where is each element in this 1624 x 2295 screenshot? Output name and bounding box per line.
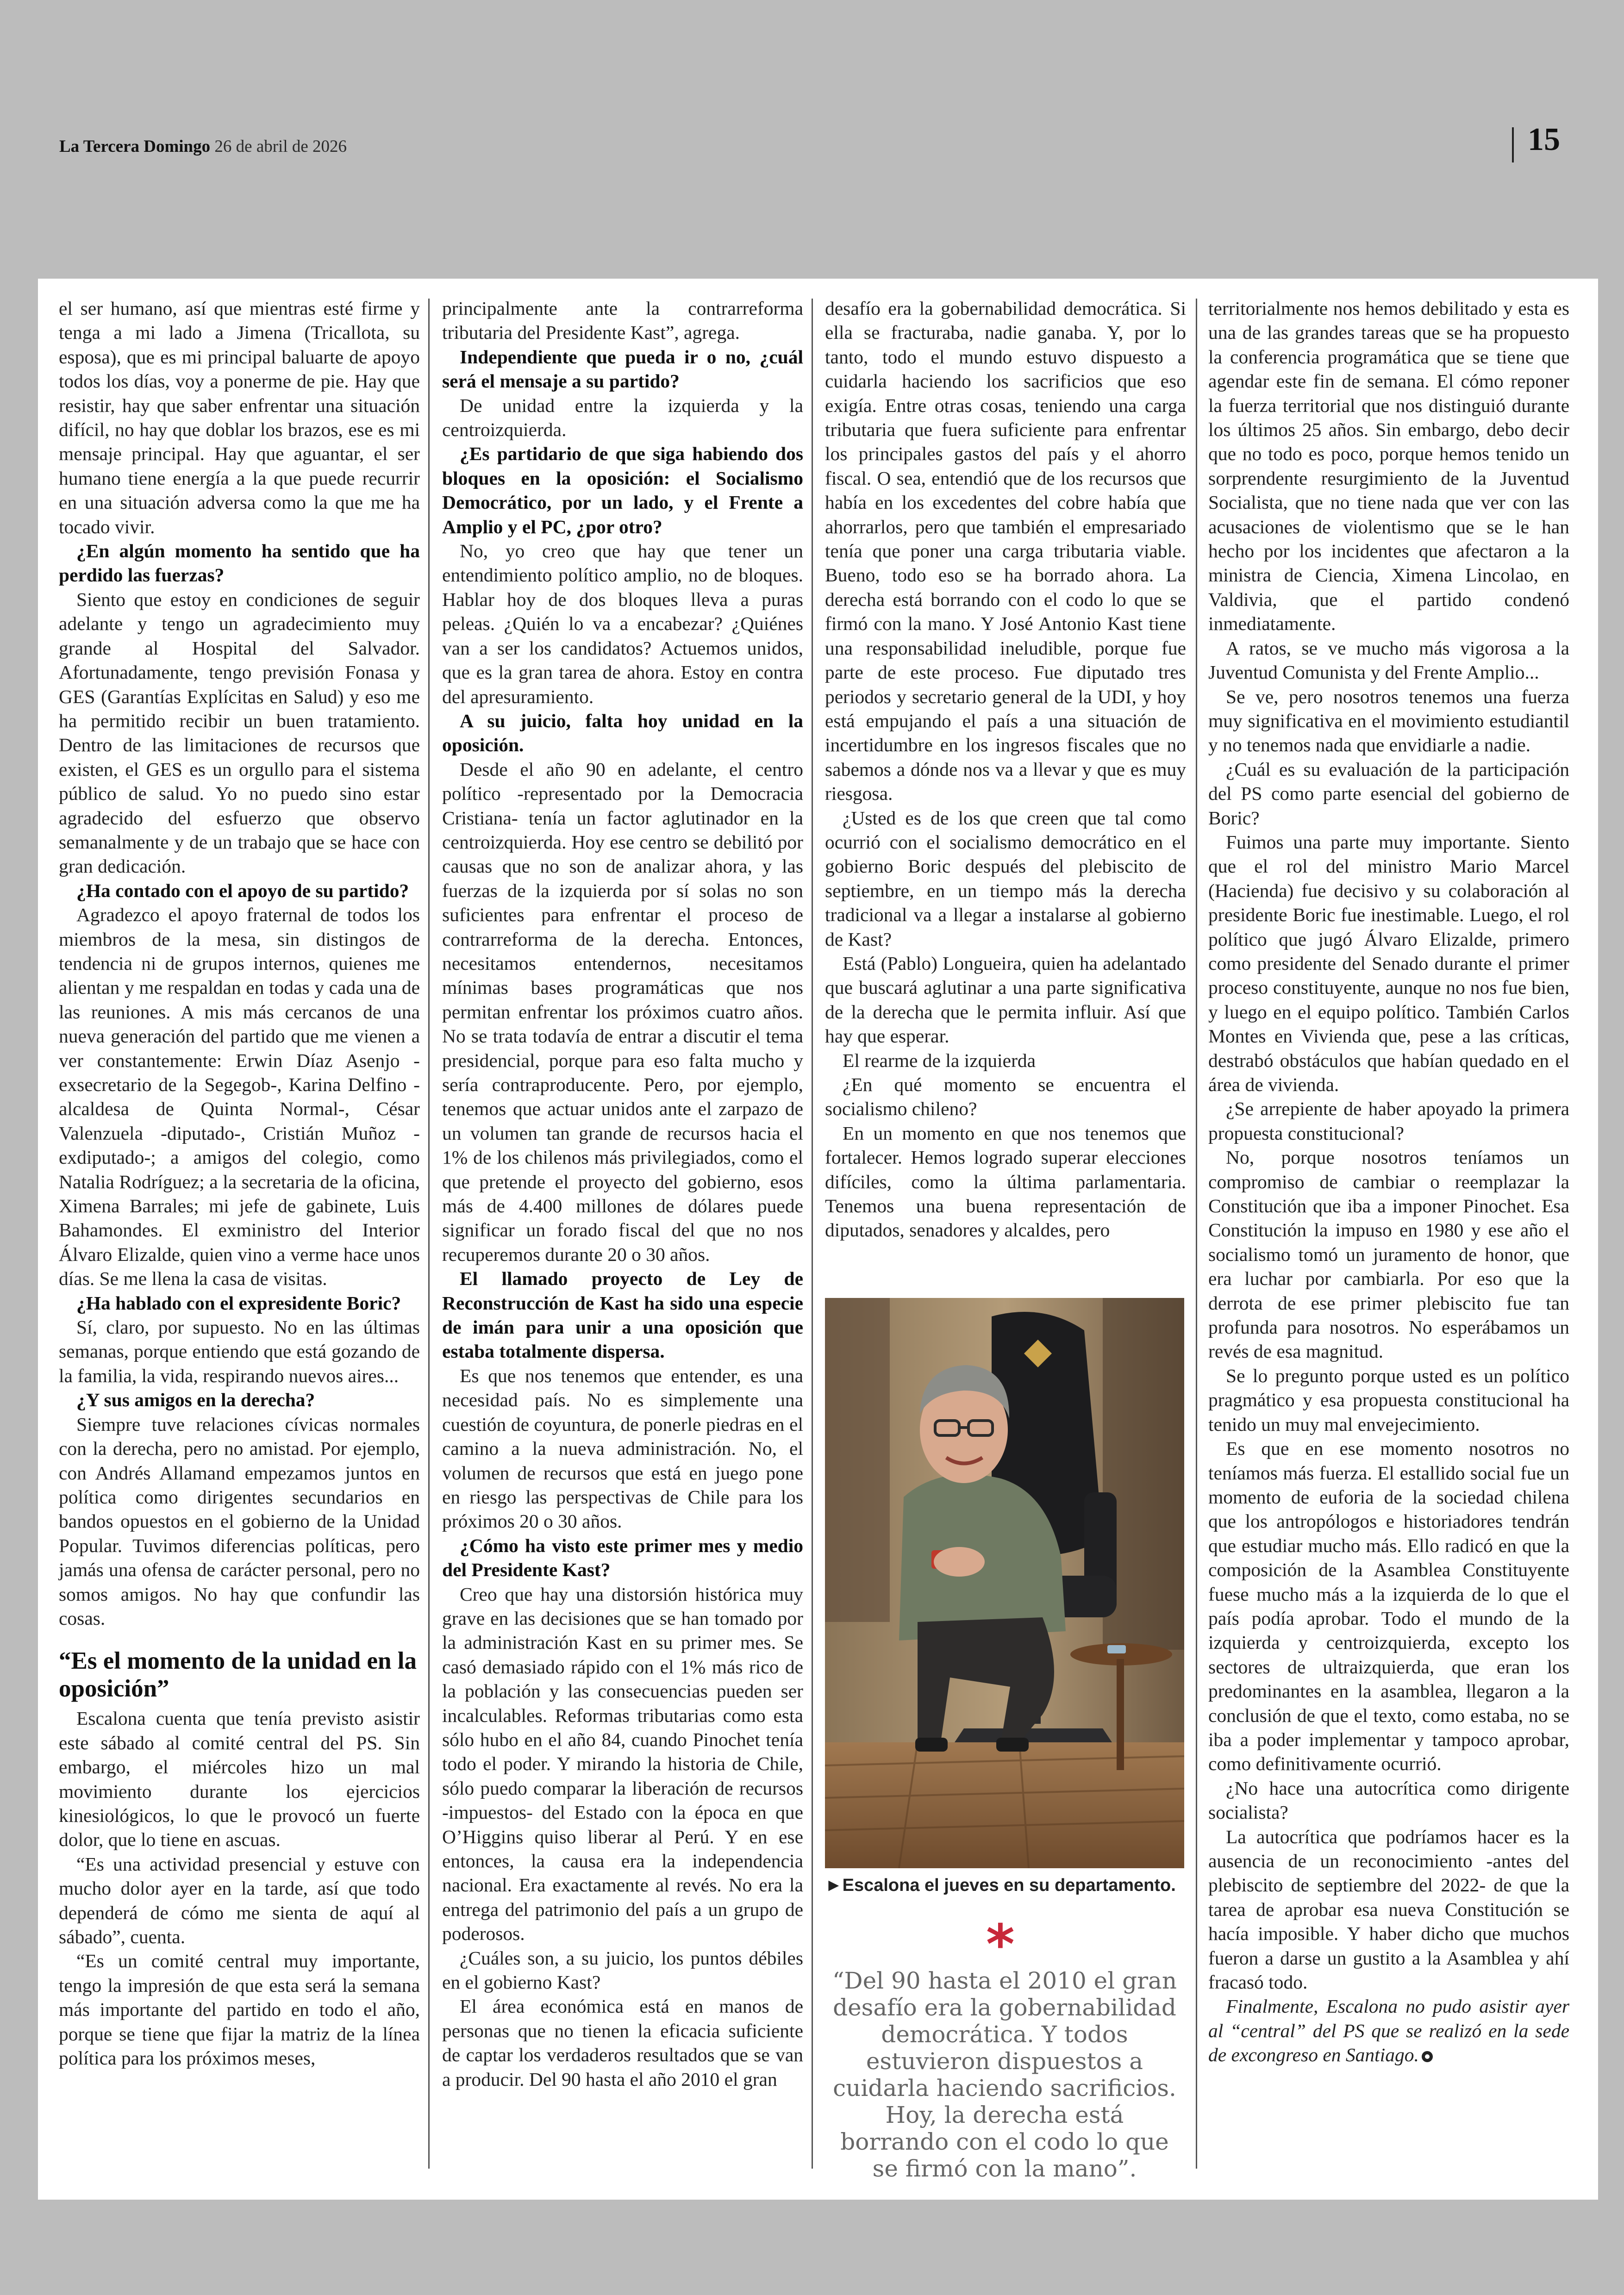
article-paragraph: ¿Usted es de los que creen que tal como ocurrió con el socialismo democrático en el gobierno Boric después del plebiscito de septiembre, en un tiempo más la derecha tradicional va a llegar a instalarse al gobierno de Kast?	[825, 807, 1186, 950]
page-number: 15	[1528, 122, 1560, 157]
article-paragraph: En un momento en que nos tenemos que fortalecer. Hemos logrado superar elecciones difíciles, como la última parlamentaria. Tenemos una buena representación de diputados, senadores y alcaldes, pero	[825, 1122, 1186, 1241]
article-paragraph: La autocrítica que podríamos hacer es la ausencia de un reconocimiento -antes del plebiscito de septiembre del 2022- de que la tarea de aprobar esa nueva Constitución se hacía imposible. Y haber dicho que muchos fueron a darse un gustito a la Asamblea y ahí fracasó todo.	[1208, 1826, 1569, 1993]
masthead	[59, 137, 347, 156]
section-heading: “Es el momento de la unidad en la oposición”	[59, 1647, 417, 1703]
article-paragraph: “Es una actividad presencial y estuve con mucho dolor ayer en la tarde, así que todo dependerá de cómo me sienta de aquí al sábado”, cuenta.	[59, 1853, 420, 1947]
article-paragraph: El rearme de la izquierda	[843, 1049, 1036, 1071]
publication-date: 26 de abril de 2026	[214, 137, 347, 156]
article-paragraph: Se lo pregunto porque usted es un político pragmático y esa propuesta constitucional ha tenido un muy mal envejecimiento.	[1208, 1365, 1569, 1435]
article-paragraph: No, porque nosotros teníamos un compromiso de cambiar o reemplazar la Constitución que iba a imponer Pinochet. Esa Constitución la impuso en 1980 y ese año el socialismo tomó un juramento de honor, que era luchar por cambiarla. Por eso que la derrota de ese primer plebiscito fue tan profunda para nosotros. No esperábamos un revés de esa magnitud.	[1208, 1147, 1569, 1362]
interview-question: ¿Ha hablado con el expresidente Boric?	[76, 1292, 401, 1314]
article-paragraph: No, yo creo que hay que tener un entendimiento político amplio, no de bloques. Hablar hoy de dos bloques lleva a puras peleas. ¿Quién lo va a encabezar? ¿Quiénes van a ser los candidatos? Actuemos unidos, que es la gran tarea de ahora. Estoy en contra del apresuramiento.	[442, 540, 803, 707]
article-paragraph: desafío era la gobernabilidad democrática. Si ella se fracturaba, nadie ganaba. Y, por lo tanto, todo el mundo estuvo dispuesto a cuidarla haciendo los sacrificios que eso exigía. Entre otras cosas, teniendo una carga tributaria que fuera suficiente para enfrentar los principales gastos del país y el ahorro fiscal. O sea, entendió que de los recursos que había en los excedentes del cobre había que ahorrarlos, pero que también el empresariado tenía que poner una carga tributaria viable. Bueno, todo eso se ha borrado ahora. La derecha está borrando con el codo lo que se firmó con la mano. Y José Antonio Kast tiene una responsabilidad ineludible, porque fue parte de este proceso. Fue diputado tres periodos y secretario general de la UDI, y hoy está empujando el país a una situación de incertidumbre en los ingresos fiscales que no sabemos a dónde nos va a llevar y que es muy riesgosa.	[825, 298, 1186, 804]
article-paragraph: De unidad entre la izquierda y la centroizquierda.	[442, 394, 803, 441]
article-paragraph: El área económica está en manos de personas que no tienen la eficacia suficiente de captar los verdaderos resultados que se van a producir. Del 90 hasta el año 2010 el gran	[442, 1996, 803, 2090]
interview-question: El llamado proyecto de Ley de Reconstrucción de Kast ha sido una especie de imán para unir a una oposición que estaba totalmente dispersa.	[442, 1268, 803, 1362]
article-paragraph: Es que en ese momento nosotros no teníamos más fuerza. El estallido social fue un momento de euforia de la sociedad chilena que los antropólogos e historiadores tendrán que estudiar mucho más. Ello radicó en que la composición de la Asamblea Constituyente fuese mucho más a la izquierda de lo que el país podía aprobar. Todo el mundo de la izquierda y centroizquierda, excepto los sectores de ultraizquierda, que eran los predominantes en la asamblea, llegaron a la conclusión de que el texto, como estaba, no se iba a poder implementar y tampoco aprobar, como definitivamente ocurrió.	[1208, 1438, 1569, 1775]
article-paragraph: “Es un comité central muy importante, tengo la impresión de que esta será la semana más importante del partido en todo el año, porque se tiene que fijar la matriz de la línea política para los próximos meses,	[59, 1950, 420, 2069]
article-column-1	[59, 296, 420, 2070]
pull-quote: “Del 90 hasta el 2010 el gran desafío era la gobernabilidad democrática. Y todos estuvieron dispuestos a cuidarla haciendo sacrificios. Hoy, la derecha está borrando con el codo lo que se firmó con la mano”.	[832, 1967, 1177, 2182]
article-paragraph: A ratos, se ve mucho más vigorosa a la Juventud Comunista y del Frente Amplio...	[1208, 637, 1569, 683]
escalona-photo	[825, 1298, 1184, 1868]
end-of-article-icon	[1422, 2051, 1433, 2062]
interview-question: ¿Cómo ha visto este primer mes y medio del Presidente Kast?	[442, 1534, 803, 1581]
article-paragraph: Sí, claro, por supuesto. No en las últimas semanas, porque entiendo que está gozando de la familia, la vida, respirando nuevos aires...	[59, 1316, 420, 1386]
interview-question: Independiente que pueda ir o no, ¿cuál será el mensaje a su partido?	[442, 346, 803, 392]
photo-illustration	[825, 1298, 1184, 1868]
article-paragraph: el ser humano, así que mientras esté firme y tenga a mi lado a Jimena (Tricallota, su esposa), que es mi principal baluarte de apoyo todos los días, voy a ponerme de pie. Hay que resistir, hay que saber enfrentar una situación difícil, no hay que doblar los brazos, ese es mi mensaje principal. Hay que aguantar, el ser humano tiene energía a la que puede recurrir en una situación adversa como la que me ha tocado vivir.	[59, 298, 420, 537]
interview-question: A su juicio, falta hoy unidad en la oposición.	[442, 710, 803, 756]
article-column-4	[1208, 296, 1569, 2067]
article-paragraph: Siempre tuve relaciones cívicas normales con la derecha, pero no amistad. Por ejemplo, con Andrés Allamand empezamos juntos en política como dirigentes secundarios en bandos opuestos en el gobierno de la Unidad Popular. Tuvimos diferencias políticas, pero jamás una ofensa de carácter personal, pero no somos amigos. No hay que confundir las cosas.	[59, 1413, 420, 1629]
interview-question: ¿Es partidario de que siga habiendo dos bloques en la oposición: el Socialismo Democrático, por un lado, y el Frente a Amplio y el PC, ¿por otro?	[442, 443, 803, 537]
publication-name: La Tercera Domingo	[59, 137, 211, 156]
article-paragraph: Fuimos una parte muy importante. Siento que el rol del ministro Mario Marcel (Hacienda) fue decisivo y su colaboración al presidente Boric fue inestimable. Luego, el rol político que jugó Álvaro Elizalde, primero como presidente del Senado durante el primer proceso constituyente, aunque no nos fue bien, y luego en el equipo político. También Carlos Montes en Vivienda que, pese a las críticas, destrabó obstáculos que habían quedado en el área de vivienda.	[1208, 831, 1569, 1095]
article-paragraph: Es que nos tenemos que entender, es una necesidad país. No es simplemente una cuestión de coyuntura, de ponerle piedras en el camino a la nueva administración. No, el volumen de recursos que está en juego pone en riesgo las perspectivas de Chile para los próximos 20 o 30 años.	[442, 1365, 803, 1532]
article-paragraph: Escalona cuenta que tenía previsto asistir este sábado al comité central del PS. Sin embargo, el miércoles hizo un mal movimiento durante los ejercicios kinesiológicos, lo que le provocó un fuerte dolor, que lo tiene en ascuas.	[59, 1708, 420, 1851]
interview-question: ¿Y sus amigos en la derecha?	[76, 1389, 315, 1411]
column-divider	[428, 299, 430, 2169]
page-number-divider	[1512, 127, 1514, 162]
article-paragraph: Se ve, pero nosotros tenemos una fuerza muy significativa en el movimiento estudiantil y no tenemos nada que envidiarle a nadie.	[1208, 686, 1569, 756]
article-paragraph: Finalmente, Escalona no pudo asistir ayer al “central” del PS que se realizó en la sede de excongreso en Santiago.	[1208, 1996, 1569, 2066]
article-column-3	[825, 296, 1186, 1242]
article-paragraph: Creo que hay una distorsión histórica muy grave en las decisiones que se han tomado por la administración Kast en su primer mes. Se casó demasiado rápido con el 1% más rico de la población y las consecuencias pueden ser incalculables. Reformas tributarias como esta sólo hubo en el año 84, cuando Pinochet tenía todo el poder. Y mirando la historia de Chile, sólo puedo comparar la liberación de recursos -impuestos- del Estado con la época en que O’Higgins quiso liberar al Perú. Y en ese entonces, la causa era la independencia nacional. Era exactamente al revés. No era la entrega del patrimonio del país a un grupo de poderosos.	[442, 1583, 803, 1945]
article-paragraph: ¿Cuáles son, a su juicio, los puntos débiles en el gobierno Kast?	[442, 1947, 803, 1993]
asterisk-icon: *	[986, 1912, 1015, 1976]
article-paragraph: ¿Se arrepiente de haber apoyado la primera propuesta constitucional?	[1208, 1098, 1569, 1144]
interview-question: ¿Ha contado con el apoyo de su partido?	[76, 879, 409, 901]
article-paragraph: ¿En qué momento se encuentra el socialismo chileno?	[825, 1074, 1186, 1120]
article-paragraph: ¿Cuál es su evaluación de la participación del PS como parte esencial del gobierno de Boric?	[1208, 758, 1569, 829]
article-paragraph: principalmente ante la contrarreforma tributaria del Presidente Kast”, agrega.	[442, 298, 803, 343]
article-paragraph: Está (Pablo) Longueira, quien ha adelantado que buscará aglutinar a una parte significativa de la derecha que le permita influir. Así que hay que esperar.	[825, 952, 1186, 1047]
photo-caption: ►Escalona el jueves en su departamento.	[825, 1876, 1176, 1895]
article-paragraph: Agradezco el apoyo fraternal de todos los miembros de la mesa, sin distingos de tendencia ni de grupos internos, quienes me alientan y me respaldan en todas y cada una de las reuniones. A mis más cercanos de una nueva generación del partido que me vienen a ver constantemente: Erwin Díaz Asenjo -exsecretario de la Segegob-, Karina Delfino -alcaldesa de Quinta Normal-, César Valenzuela -diputado-, Cristián Muñoz -exdiputado-; a amigos del colegio, como Natalia Rodríguez; a la secretaria de la oficina, Ximena Barrales; mi jefe de gabinete, Luis Bahamondes. El exministro del Interior Álvaro Elizalde, quien vino a verme hace unos días. Se me llena la casa de visitas.	[59, 904, 420, 1290]
article-column-2	[442, 296, 803, 2091]
article-paragraph: Desde el año 90 en adelante, el centro político -representado por la Democracia Cristiana- tenía un factor aglutinador en la centroizquierda. Hoy ese centro se debilitó por causas que no son de analizar ahora, y las fuerzas de la izquierda por sí solas no son suficientes para enfrentar el proceso de contrarreforma de la derecha. Entonces, necesitamos entendernos, necesitamos mínimas bases programáticas que nos permitan enfrentar los próximos cuatro años. No se trata todavía de entrar a discutir el tema presidencial, porque para eso falta mucho y sería contraproducente. Pero, por ejemplo, tenemos que actuar unidos ante el zarpazo de un volumen tan grande de recursos hacia el 1% de los chilenos más privilegiados, como el que pretende el proyecto del gobierno, esos más de 4.400 millones de dólares puede significar un forado fiscal del que no nos recuperemos durante 20 o 30 años.	[442, 758, 803, 1265]
interview-question: ¿En algún momento ha sentido que ha perdido las fuerzas?	[59, 540, 420, 586]
column-divider	[812, 299, 813, 2169]
article-paragraph: territorialmente nos hemos debilitado y esta es una de las grandes tareas que se ha propuesto la conferencia programática que se tiene que agendar este fin de semana. El cómo reponer la fuerza territorial que nos distinguió durante los últimos 25 años. Sin embargo, debo decir que no todo es poco, porque hemos tenido un sorprendente resurgimiento de la Juventud Socialista, que no tiene nada que ver con las acusaciones de violentismo que se le han hecho por los incidentes que afectaron a la ministra de Ciencia, Ximena Lincolao, en Valdivia, que el partido condenó inmediatamente.	[1208, 298, 1569, 635]
article-paragraph: ¿No hace una autocrítica como dirigente socialista?	[1208, 1777, 1569, 1823]
article-paragraph: Siento que estoy en condiciones de seguir adelante y tengo un agradecimiento muy grande al Hospital del Salvador. Afortunadamente, tengo previsión Fonasa y GES (Garantías Explícitas en Salud) y eso me ha permitido recibir un buen tratamiento. Dentro de las limitaciones de recursos que existen, el GES es un orgullo para el sistema público de salud. Yo no puedo sino estar agradecido del esfuerzo que observo semanalmente y de un trabajo que se hace con gran dedicación.	[59, 588, 420, 877]
column-divider	[1196, 299, 1197, 2169]
